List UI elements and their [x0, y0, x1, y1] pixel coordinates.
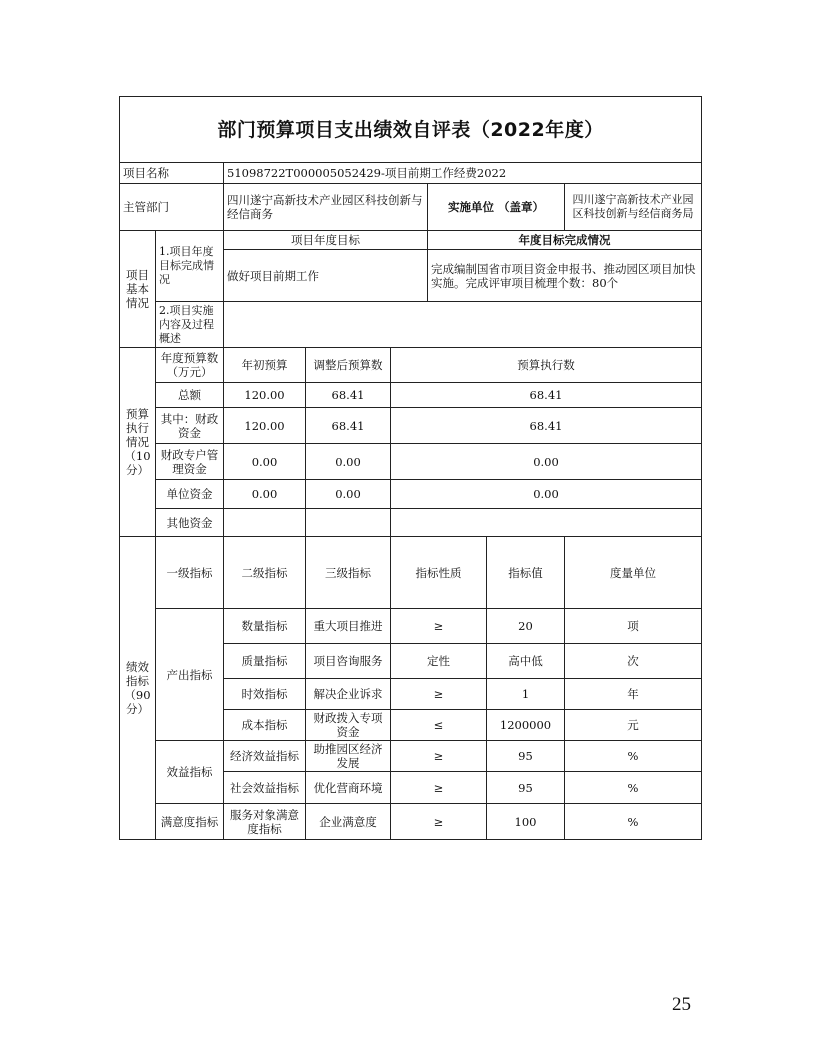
budget-col-adjusted: 调整后预算数 — [306, 348, 391, 383]
perf-section-label: 绩效指标（90分） — [120, 537, 156, 840]
budget-cell — [306, 509, 391, 537]
perf-level2: 数量指标 — [224, 609, 306, 644]
dept-value: 四川遂宁高新技术产业园区科技创新与经信商务 — [224, 184, 428, 231]
annual-goal-header: 项目年度目标 — [224, 231, 428, 250]
page-title: 部门预算项目支出绩效自评表（2022年度） — [120, 97, 702, 163]
perf-level1: 效益指标 — [156, 741, 224, 804]
perf-unit: % — [565, 804, 702, 840]
perf-level3: 优化营商环境 — [306, 772, 391, 804]
evaluation-table — [119, 96, 702, 840]
perf-level3: 解决企业诉求 — [306, 679, 391, 710]
perf-level3: 助推园区经济发展 — [306, 741, 391, 772]
perf-unit: % — [565, 741, 702, 772]
perf-value: 95 — [487, 772, 565, 804]
evaluation-form — [119, 96, 701, 841]
completion-value: 完成编制国省市项目资金申报书、推动园区项目加快实施。完成评审项目梳理个数：80个 — [428, 250, 702, 302]
perf-unit: 元 — [565, 710, 702, 741]
perf-level1: 产出指标 — [156, 609, 224, 741]
budget-cell: 0.00 — [391, 444, 702, 480]
budget-cell: 120.00 — [224, 408, 306, 444]
perf-level1: 满意度指标 — [156, 804, 224, 840]
budget-cell — [224, 509, 306, 537]
perf-nature: ≤ — [391, 710, 487, 741]
perf-value: 95 — [487, 741, 565, 772]
perf-value: 20 — [487, 609, 565, 644]
perf-value: 高中低 — [487, 644, 565, 679]
budget-cell: 68.41 — [391, 408, 702, 444]
budget-row-label: 其中：财政资金 — [156, 408, 224, 444]
perf-header: 二级指标 — [224, 537, 306, 609]
budget-header-label: 年度预算数（万元） — [156, 348, 224, 383]
project-name-value: 51098722T000005052429-项目前期工作经费2022 — [224, 163, 702, 184]
budget-cell: 68.41 — [306, 408, 391, 444]
perf-nature: ≥ — [391, 804, 487, 840]
perf-unit: 次 — [565, 644, 702, 679]
perf-unit: 项 — [565, 609, 702, 644]
perf-header: 指标值 — [487, 537, 565, 609]
impl-content-value — [224, 302, 702, 348]
project-name-label: 项目名称 — [120, 163, 224, 184]
perf-level3: 企业满意度 — [306, 804, 391, 840]
perf-level2: 社会效益指标 — [224, 772, 306, 804]
perf-value: 100 — [487, 804, 565, 840]
perf-level3: 重大项目推进 — [306, 609, 391, 644]
budget-col-initial: 年初预算 — [224, 348, 306, 383]
completion-header: 年度目标完成情况 — [428, 231, 702, 250]
budget-cell — [391, 509, 702, 537]
impl-unit-value: 四川遂宁高新技术产业园区科技创新与经信商务局 — [565, 184, 702, 231]
budget-cell: 68.41 — [391, 383, 702, 408]
perf-header: 一级指标 — [156, 537, 224, 609]
budget-section-label: 预算执行情况（10分） — [120, 348, 156, 537]
perf-unit: 年 — [565, 679, 702, 710]
impl-content-label: 2.项目实施内容及过程概述 — [156, 302, 224, 348]
budget-cell: 68.41 — [306, 383, 391, 408]
perf-nature: 定性 — [391, 644, 487, 679]
perf-level2: 服务对象满意度指标 — [224, 804, 306, 840]
budget-cell: 120.00 — [224, 383, 306, 408]
budget-cell: 0.00 — [391, 480, 702, 509]
budget-col-executed: 预算执行数 — [391, 348, 702, 383]
perf-level2: 质量指标 — [224, 644, 306, 679]
budget-cell: 0.00 — [224, 444, 306, 480]
perf-header: 三级指标 — [306, 537, 391, 609]
basic-section-label: 项目基本情况 — [120, 231, 156, 348]
annual-goal-value: 做好项目前期工作 — [224, 250, 428, 302]
perf-nature: ≥ — [391, 679, 487, 710]
annual-goal-label: 1.项目年度目标完成情况 — [156, 231, 224, 302]
perf-header: 度量单位 — [565, 537, 702, 609]
budget-row-label: 总额 — [156, 383, 224, 408]
perf-nature: ≥ — [391, 741, 487, 772]
page-number: 25 — [672, 994, 691, 1015]
perf-value: 1 — [487, 679, 565, 710]
perf-nature: ≥ — [391, 772, 487, 804]
budget-cell: 0.00 — [224, 480, 306, 509]
impl-unit-label: 实施单位 （盖章） — [428, 184, 565, 231]
perf-nature: ≥ — [391, 609, 487, 644]
budget-row-label: 单位资金 — [156, 480, 224, 509]
perf-header: 指标性质 — [391, 537, 487, 609]
perf-value: 1200000 — [487, 710, 565, 741]
perf-level2: 成本指标 — [224, 710, 306, 741]
perf-level3: 项目咨询服务 — [306, 644, 391, 679]
dept-label: 主管部门 — [120, 184, 224, 231]
budget-cell: 0.00 — [306, 444, 391, 480]
perf-level2: 时效指标 — [224, 679, 306, 710]
budget-row-label: 其他资金 — [156, 509, 224, 537]
perf-level2: 经济效益指标 — [224, 741, 306, 772]
budget-cell: 0.00 — [306, 480, 391, 509]
budget-row-label: 财政专户管理资金 — [156, 444, 224, 480]
perf-level3: 财政拨入专项资金 — [306, 710, 391, 741]
perf-unit: % — [565, 772, 702, 804]
